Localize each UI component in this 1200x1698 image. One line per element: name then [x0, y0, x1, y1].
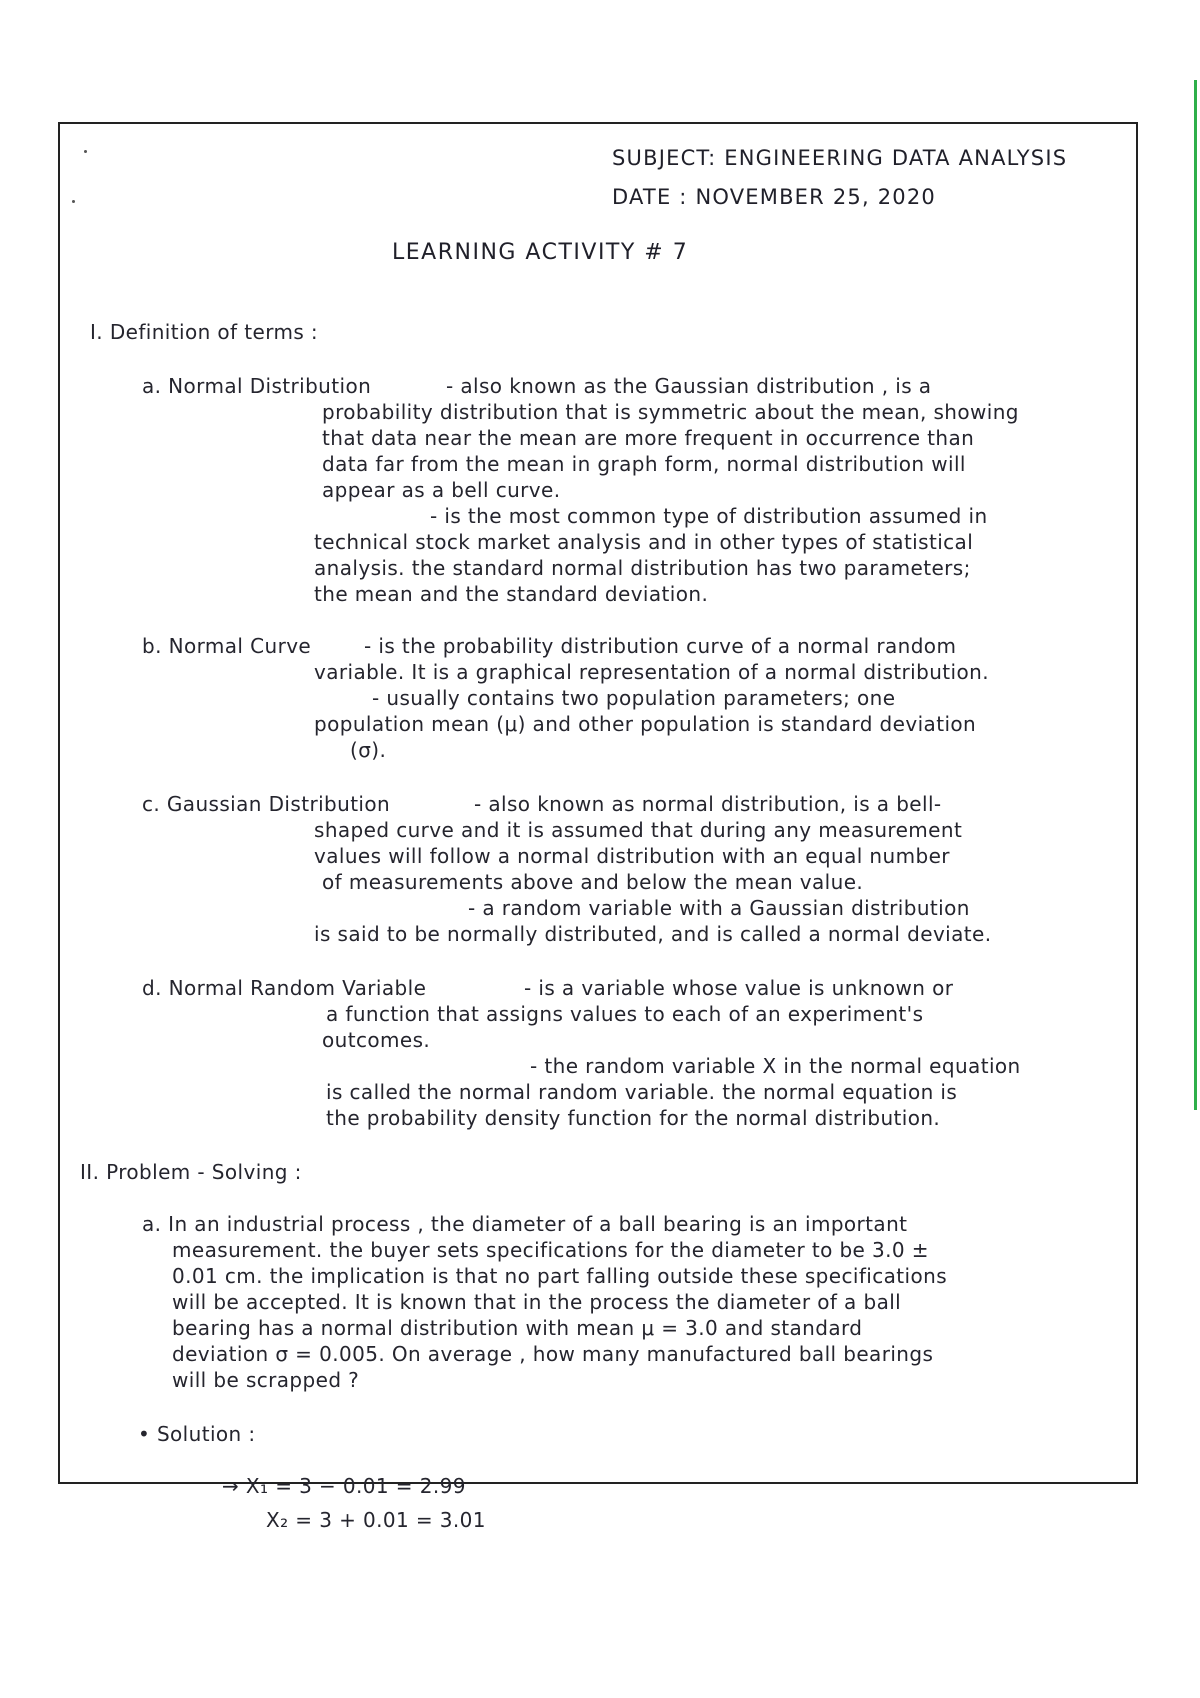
- date-line: DATE : NOVEMBER 25, 2020: [612, 185, 936, 209]
- stray-mark: [84, 150, 87, 153]
- definition-line: a function that assigns values to each of an experiment's: [326, 1002, 924, 1026]
- solution-label: • Solution :: [138, 1422, 256, 1446]
- definition-line: appear as a bell curve.: [322, 478, 561, 502]
- definition-line: probability distribution that is symmetric about the mean, showing: [322, 400, 1019, 424]
- term-label: d. Normal Random Variable: [142, 976, 427, 1000]
- definition-line: - is the most common type of distribution assumed in: [430, 504, 988, 528]
- definition-line: the probability density function for the normal distribution.: [326, 1106, 941, 1130]
- page-edge-mark: [1194, 80, 1197, 1110]
- definition-line: analysis. the standard normal distribution has two parameters;: [314, 556, 971, 580]
- equation-x2: X₂ = 3 + 0.01 = 3.01: [266, 1508, 486, 1532]
- problem-line: a. In an industrial process , the diameter of a ball bearing is an important: [142, 1212, 908, 1236]
- term-label: a. Normal Distribution: [142, 374, 372, 398]
- definition-line: technical stock market analysis and in other types of statistical: [314, 530, 974, 554]
- definition-line: data far from the mean in graph form, normal distribution will: [322, 452, 966, 476]
- problem-line: bearing has a normal distribution with mean μ = 3.0 and standard: [172, 1316, 863, 1340]
- definition-line: is called the normal random variable. the normal equation is: [326, 1080, 958, 1104]
- definition-line: shaped curve and it is assumed that during any measurement: [314, 818, 963, 842]
- page-title: LEARNING ACTIVITY # 7: [392, 240, 689, 265]
- definition-line: is said to be normally distributed, and is called a normal deviate.: [314, 922, 992, 946]
- definition-line: - the random variable X in the normal equation: [530, 1054, 1021, 1078]
- definition-line: outcomes.: [322, 1028, 431, 1052]
- definition-line: - is the probability distribution curve of a normal random: [364, 634, 957, 658]
- stray-mark: [72, 200, 75, 203]
- subject-line: SUBJECT: ENGINEERING DATA ANALYSIS: [612, 146, 1068, 170]
- definition-line: - usually contains two population parameters; one: [372, 686, 896, 710]
- definition-line: - is a variable whose value is unknown or: [524, 976, 954, 1000]
- definition-line: that data near the mean are more frequent in occurrence than: [322, 426, 975, 450]
- term-label: c. Gaussian Distribution: [142, 792, 391, 816]
- problem-line: 0.01 cm. the implication is that no part falling outside these specifications: [172, 1264, 948, 1288]
- definition-line: - also known as the Gaussian distribution , is a: [446, 374, 932, 398]
- definition-line: values will follow a normal distribution with an equal number: [314, 844, 950, 868]
- definition-line: - also known as normal distribution, is a bell-: [474, 792, 942, 816]
- section-2-heading: II. Problem - Solving :: [80, 1160, 302, 1184]
- problem-line: measurement. the buyer sets specifications for the diameter to be 3.0 ±: [172, 1238, 929, 1262]
- problem-line: will be accepted. It is known that in the process the diameter of a ball: [172, 1290, 902, 1314]
- definition-line: - a random variable with a Gaussian distribution: [468, 896, 970, 920]
- problem-line: deviation σ = 0.005. On average , how many manufactured ball bearings: [172, 1342, 934, 1366]
- problem-line: will be scrapped ?: [172, 1368, 360, 1392]
- term-label: b. Normal Curve: [142, 634, 312, 658]
- definition-line: of measurements above and below the mean value.: [322, 870, 864, 894]
- definition-line: (σ).: [350, 738, 387, 762]
- definition-line: population mean (μ) and other population is standard deviation: [314, 712, 977, 736]
- definition-line: the mean and the standard deviation.: [314, 582, 709, 606]
- equation-x1: → X₁ = 3 − 0.01 = 2.99: [222, 1474, 466, 1498]
- definition-line: variable. It is a graphical representation of a normal distribution.: [314, 660, 989, 684]
- section-1-heading: I. Definition of terms :: [90, 320, 319, 344]
